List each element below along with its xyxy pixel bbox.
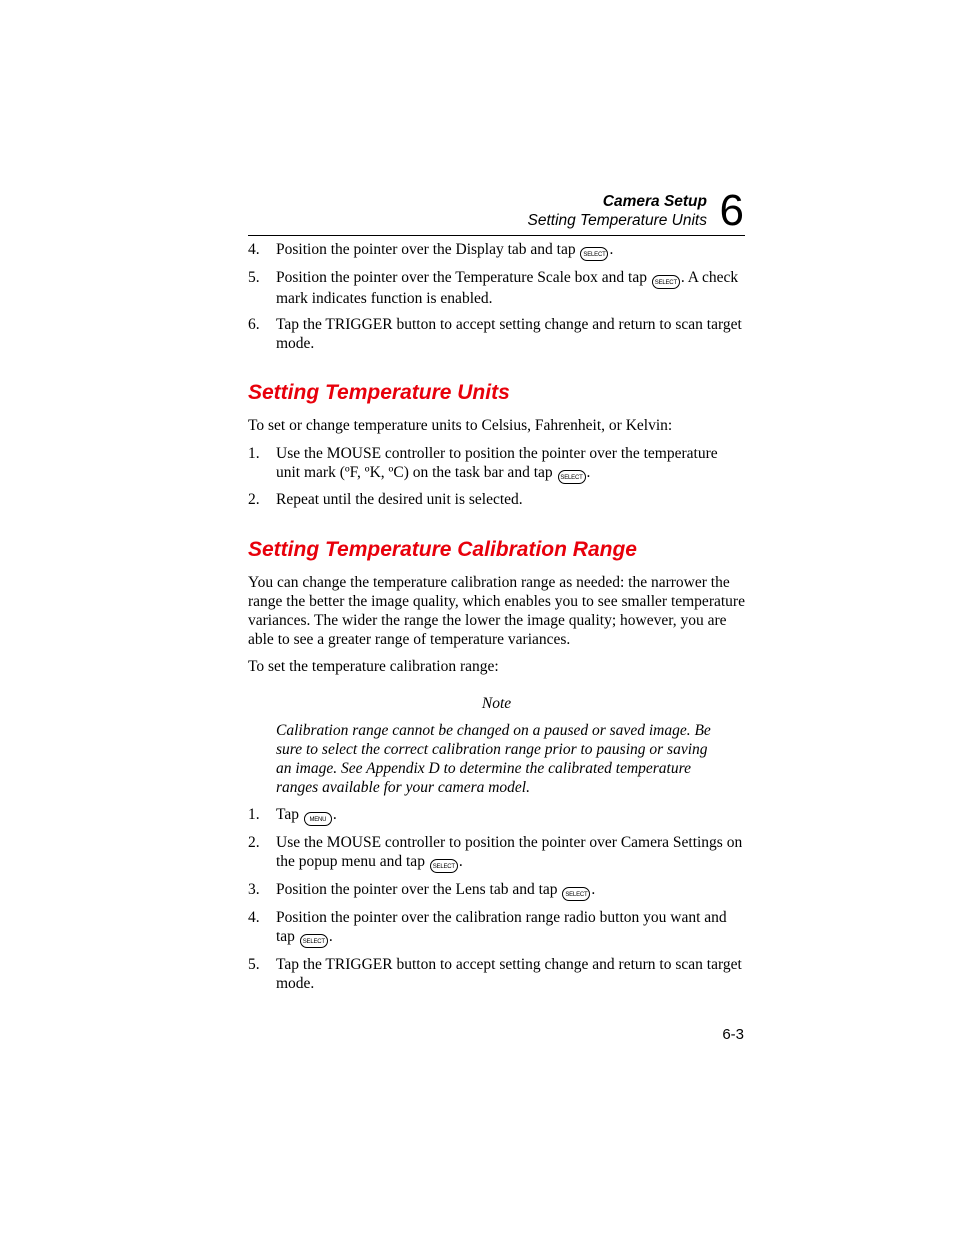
step-text-end: . xyxy=(332,806,337,823)
list-item xyxy=(248,955,745,993)
step-number: 5. xyxy=(248,269,260,286)
select-key-icon: SELECT xyxy=(558,470,586,484)
section-lead: To set the temperature calibration range: xyxy=(248,658,499,675)
select-key-icon: SELECT xyxy=(652,275,680,289)
running-header xyxy=(248,186,745,236)
step-text: Position the pointer over the calibration range radio button you want and tap xyxy=(276,909,727,945)
step-text: Position the pointer over the Display tab and tap xyxy=(276,241,576,258)
step-number: 1. xyxy=(248,806,260,823)
list-item xyxy=(248,315,745,353)
header-text xyxy=(528,192,708,230)
list-item xyxy=(248,833,745,873)
select-key-icon: SELECT xyxy=(430,859,458,873)
note-body: Calibration range cannot be changed on a paused or saved image. Be sure to select the correct calibration range prior to pausing or saving an image. See Appendix D to determine the calibrated temperature ranges available for your camera model. xyxy=(276,722,711,796)
step-number: 6. xyxy=(248,316,260,333)
step-number: 1. xyxy=(248,445,260,462)
step-text: Position the pointer over the Temperature Scale box and tap xyxy=(276,269,647,286)
step-number: 2. xyxy=(248,491,260,508)
list-item xyxy=(248,268,745,308)
step-text: Use the MOUSE controller to position the pointer over Camera Settings on the popup menu and tap xyxy=(276,834,743,870)
step-text: Tap the TRIGGER button to accept setting change and return to scan target mode. xyxy=(276,956,742,992)
step-text: Repeat until the desired unit is selected. xyxy=(276,491,523,508)
step-text-end: . A check mark indicates function is enabled. xyxy=(276,269,739,307)
section-intro: You can change the temperature calibration range as needed: the narrower the range the better the image quality, which enables you to see smaller temperature variances. The wider the range the lower the image quality; however, you are able to see a greater range of temperature variances. xyxy=(248,574,745,648)
step-number: 5. xyxy=(248,956,260,973)
list-item xyxy=(248,444,745,484)
step-text-end: . xyxy=(586,464,591,481)
section-heading-calibration-range: Setting Temperature Calibration Range xyxy=(248,538,637,561)
step-number: 3. xyxy=(248,881,260,898)
list-item xyxy=(248,805,745,826)
list-item xyxy=(248,490,745,509)
step-text-end: . xyxy=(609,241,614,258)
menu-key-icon: MENU xyxy=(304,812,332,826)
select-key-icon: SELECT xyxy=(580,247,608,261)
note-title: Note xyxy=(481,695,512,712)
step-text: Position the pointer over the Lens tab and tap xyxy=(276,881,558,898)
step-text: Tap xyxy=(276,806,300,823)
step-number: 4. xyxy=(248,241,260,258)
header-section-title: Setting Temperature Units xyxy=(527,212,707,229)
list-item xyxy=(248,240,745,261)
select-key-icon: SELECT xyxy=(300,934,328,948)
list-item xyxy=(248,880,745,901)
step-text-end: . xyxy=(328,928,333,945)
page-number: 6-3 xyxy=(722,1026,744,1043)
select-key-icon: SELECT xyxy=(562,887,590,901)
step-text-end: . xyxy=(591,881,596,898)
header-chapter-title: Camera Setup xyxy=(602,193,707,210)
step-number: 4. xyxy=(248,909,260,926)
step-text: Tap the TRIGGER button to accept setting change and return to scan target mode. xyxy=(276,316,742,352)
step-number: 2. xyxy=(248,834,260,851)
list-item xyxy=(248,908,745,948)
section-intro: To set or change temperature units to Celsius, Fahrenheit, or Kelvin: xyxy=(248,417,673,434)
chapter-number: 6 xyxy=(719,186,744,235)
step-text: Use the MOUSE controller to position the pointer over the temperature unit mark (ºF, ºK, ºC) on the task bar and tap xyxy=(276,445,718,481)
section-heading-temperature-units: Setting Temperature Units xyxy=(248,381,510,404)
step-text-end: . xyxy=(458,853,463,870)
